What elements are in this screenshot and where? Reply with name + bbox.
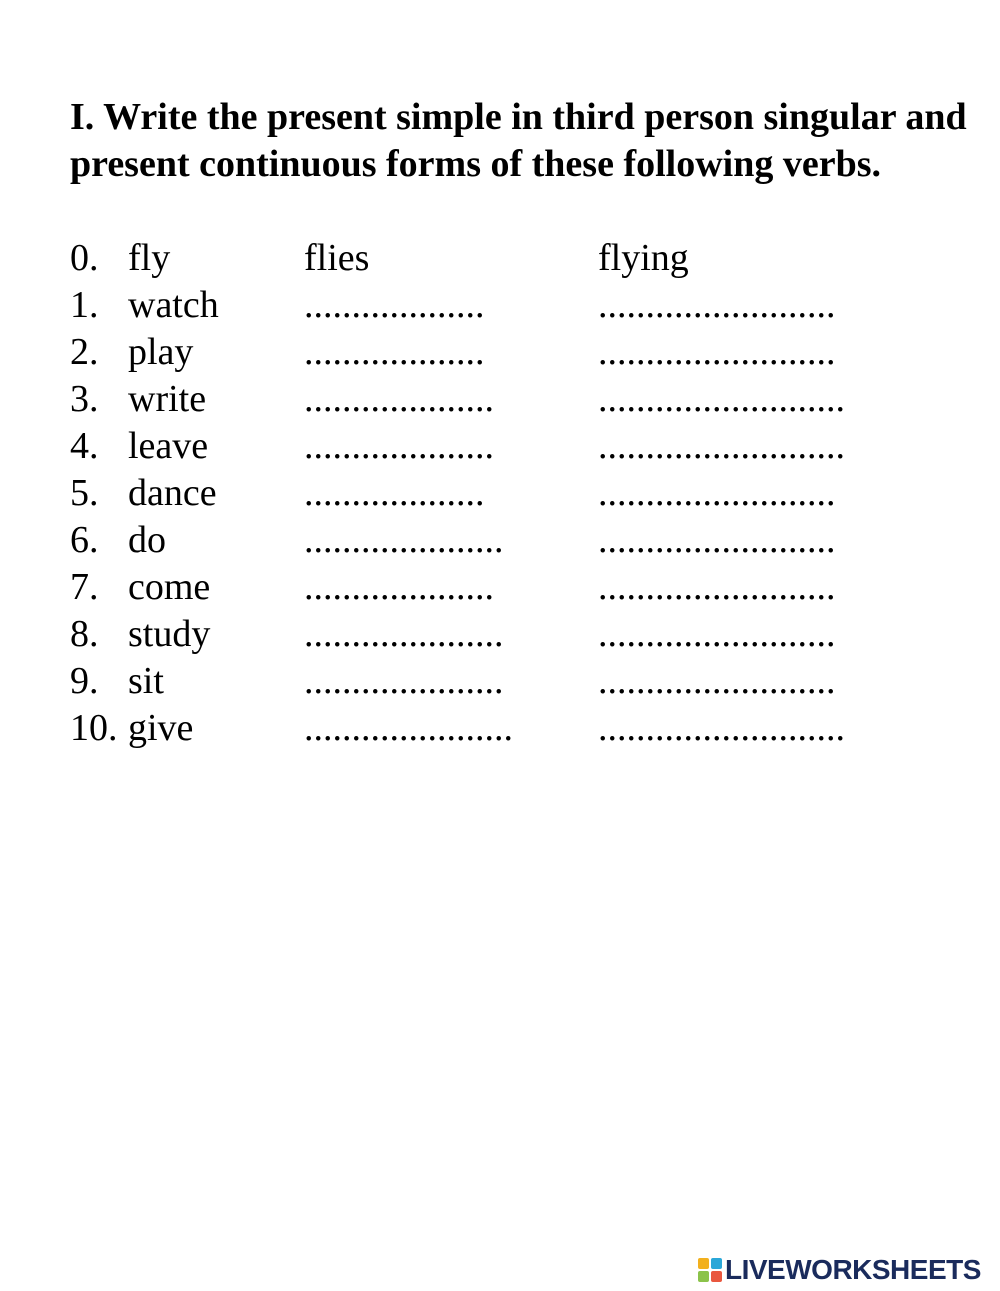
- present-simple-blank[interactable]: ....................: [304, 566, 494, 608]
- logo-square: [711, 1258, 722, 1269]
- list-item: [70, 470, 970, 517]
- present-continuous-blank[interactable]: .........................: [598, 566, 836, 608]
- list-item: [70, 564, 970, 611]
- present-continuous-blank[interactable]: ..........................: [598, 425, 845, 467]
- present-continuous-blank[interactable]: .........................: [598, 660, 836, 702]
- present-simple-blank[interactable]: ...................: [304, 284, 485, 326]
- item-number: 4.: [70, 425, 99, 467]
- present-continuous-blank[interactable]: .........................: [598, 331, 836, 373]
- item-number: 1.: [70, 284, 99, 326]
- logo-square: [711, 1271, 722, 1282]
- verb: play: [128, 331, 194, 373]
- verb: sit: [128, 660, 164, 702]
- present-simple-blank[interactable]: ....................: [304, 378, 494, 420]
- present-continuous-blank[interactable]: .........................: [598, 284, 836, 326]
- present-continuous-blank[interactable]: ..........................: [598, 707, 845, 749]
- item-number: 5.: [70, 472, 99, 514]
- list-item: [70, 329, 970, 376]
- brand-name: LIVEWORKSHEETS: [725, 1254, 981, 1285]
- present-simple-form: flies: [304, 237, 370, 279]
- present-continuous-blank[interactable]: .........................: [598, 519, 836, 561]
- verb: fly: [128, 237, 171, 279]
- verb: leave: [128, 425, 209, 467]
- list-item: [70, 705, 970, 752]
- verb-list: [70, 235, 970, 752]
- verb: study: [128, 613, 211, 655]
- list-item: [70, 423, 970, 470]
- instruction-heading: I. Write the present simple in third person singular and present continuous forms of these following verbs.: [70, 96, 967, 185]
- liveworksheets-logo[interactable]: [698, 1255, 981, 1285]
- item-number: 6.: [70, 519, 99, 561]
- present-continuous-blank[interactable]: .........................: [598, 613, 836, 655]
- present-simple-blank[interactable]: ...................: [304, 472, 485, 514]
- item-number: 9.: [70, 660, 99, 702]
- verb: watch: [128, 284, 219, 326]
- present-continuous-blank[interactable]: ..........................: [598, 378, 845, 420]
- present-simple-blank[interactable]: ......................: [304, 707, 513, 749]
- list-item: [70, 376, 970, 423]
- item-number: 2.: [70, 331, 99, 373]
- logo-square: [698, 1258, 709, 1269]
- verb: dance: [128, 472, 217, 514]
- item-number: 3.: [70, 378, 99, 420]
- present-continuous-form: flying: [598, 237, 689, 279]
- present-simple-blank[interactable]: ....................: [304, 425, 494, 467]
- list-item: [70, 658, 970, 705]
- item-number: 8.: [70, 613, 99, 655]
- verb: come: [128, 566, 211, 608]
- present-simple-blank[interactable]: .....................: [304, 613, 504, 655]
- item-number: 7.: [70, 566, 99, 608]
- present-simple-blank[interactable]: ...................: [304, 331, 485, 373]
- verb: write: [128, 378, 207, 420]
- list-item: [70, 282, 970, 329]
- item-number: 0.: [70, 237, 99, 279]
- liveworksheets-logo-icon: [698, 1258, 722, 1282]
- item-number: 10.: [70, 707, 118, 749]
- list-item: [70, 235, 970, 282]
- present-simple-blank[interactable]: .....................: [304, 519, 504, 561]
- verb: do: [128, 519, 166, 561]
- present-continuous-blank[interactable]: .........................: [598, 472, 836, 514]
- verb: give: [128, 707, 194, 749]
- logo-square: [698, 1271, 709, 1282]
- list-item: [70, 611, 970, 658]
- present-simple-blank[interactable]: .....................: [304, 660, 504, 702]
- list-item: [70, 517, 970, 564]
